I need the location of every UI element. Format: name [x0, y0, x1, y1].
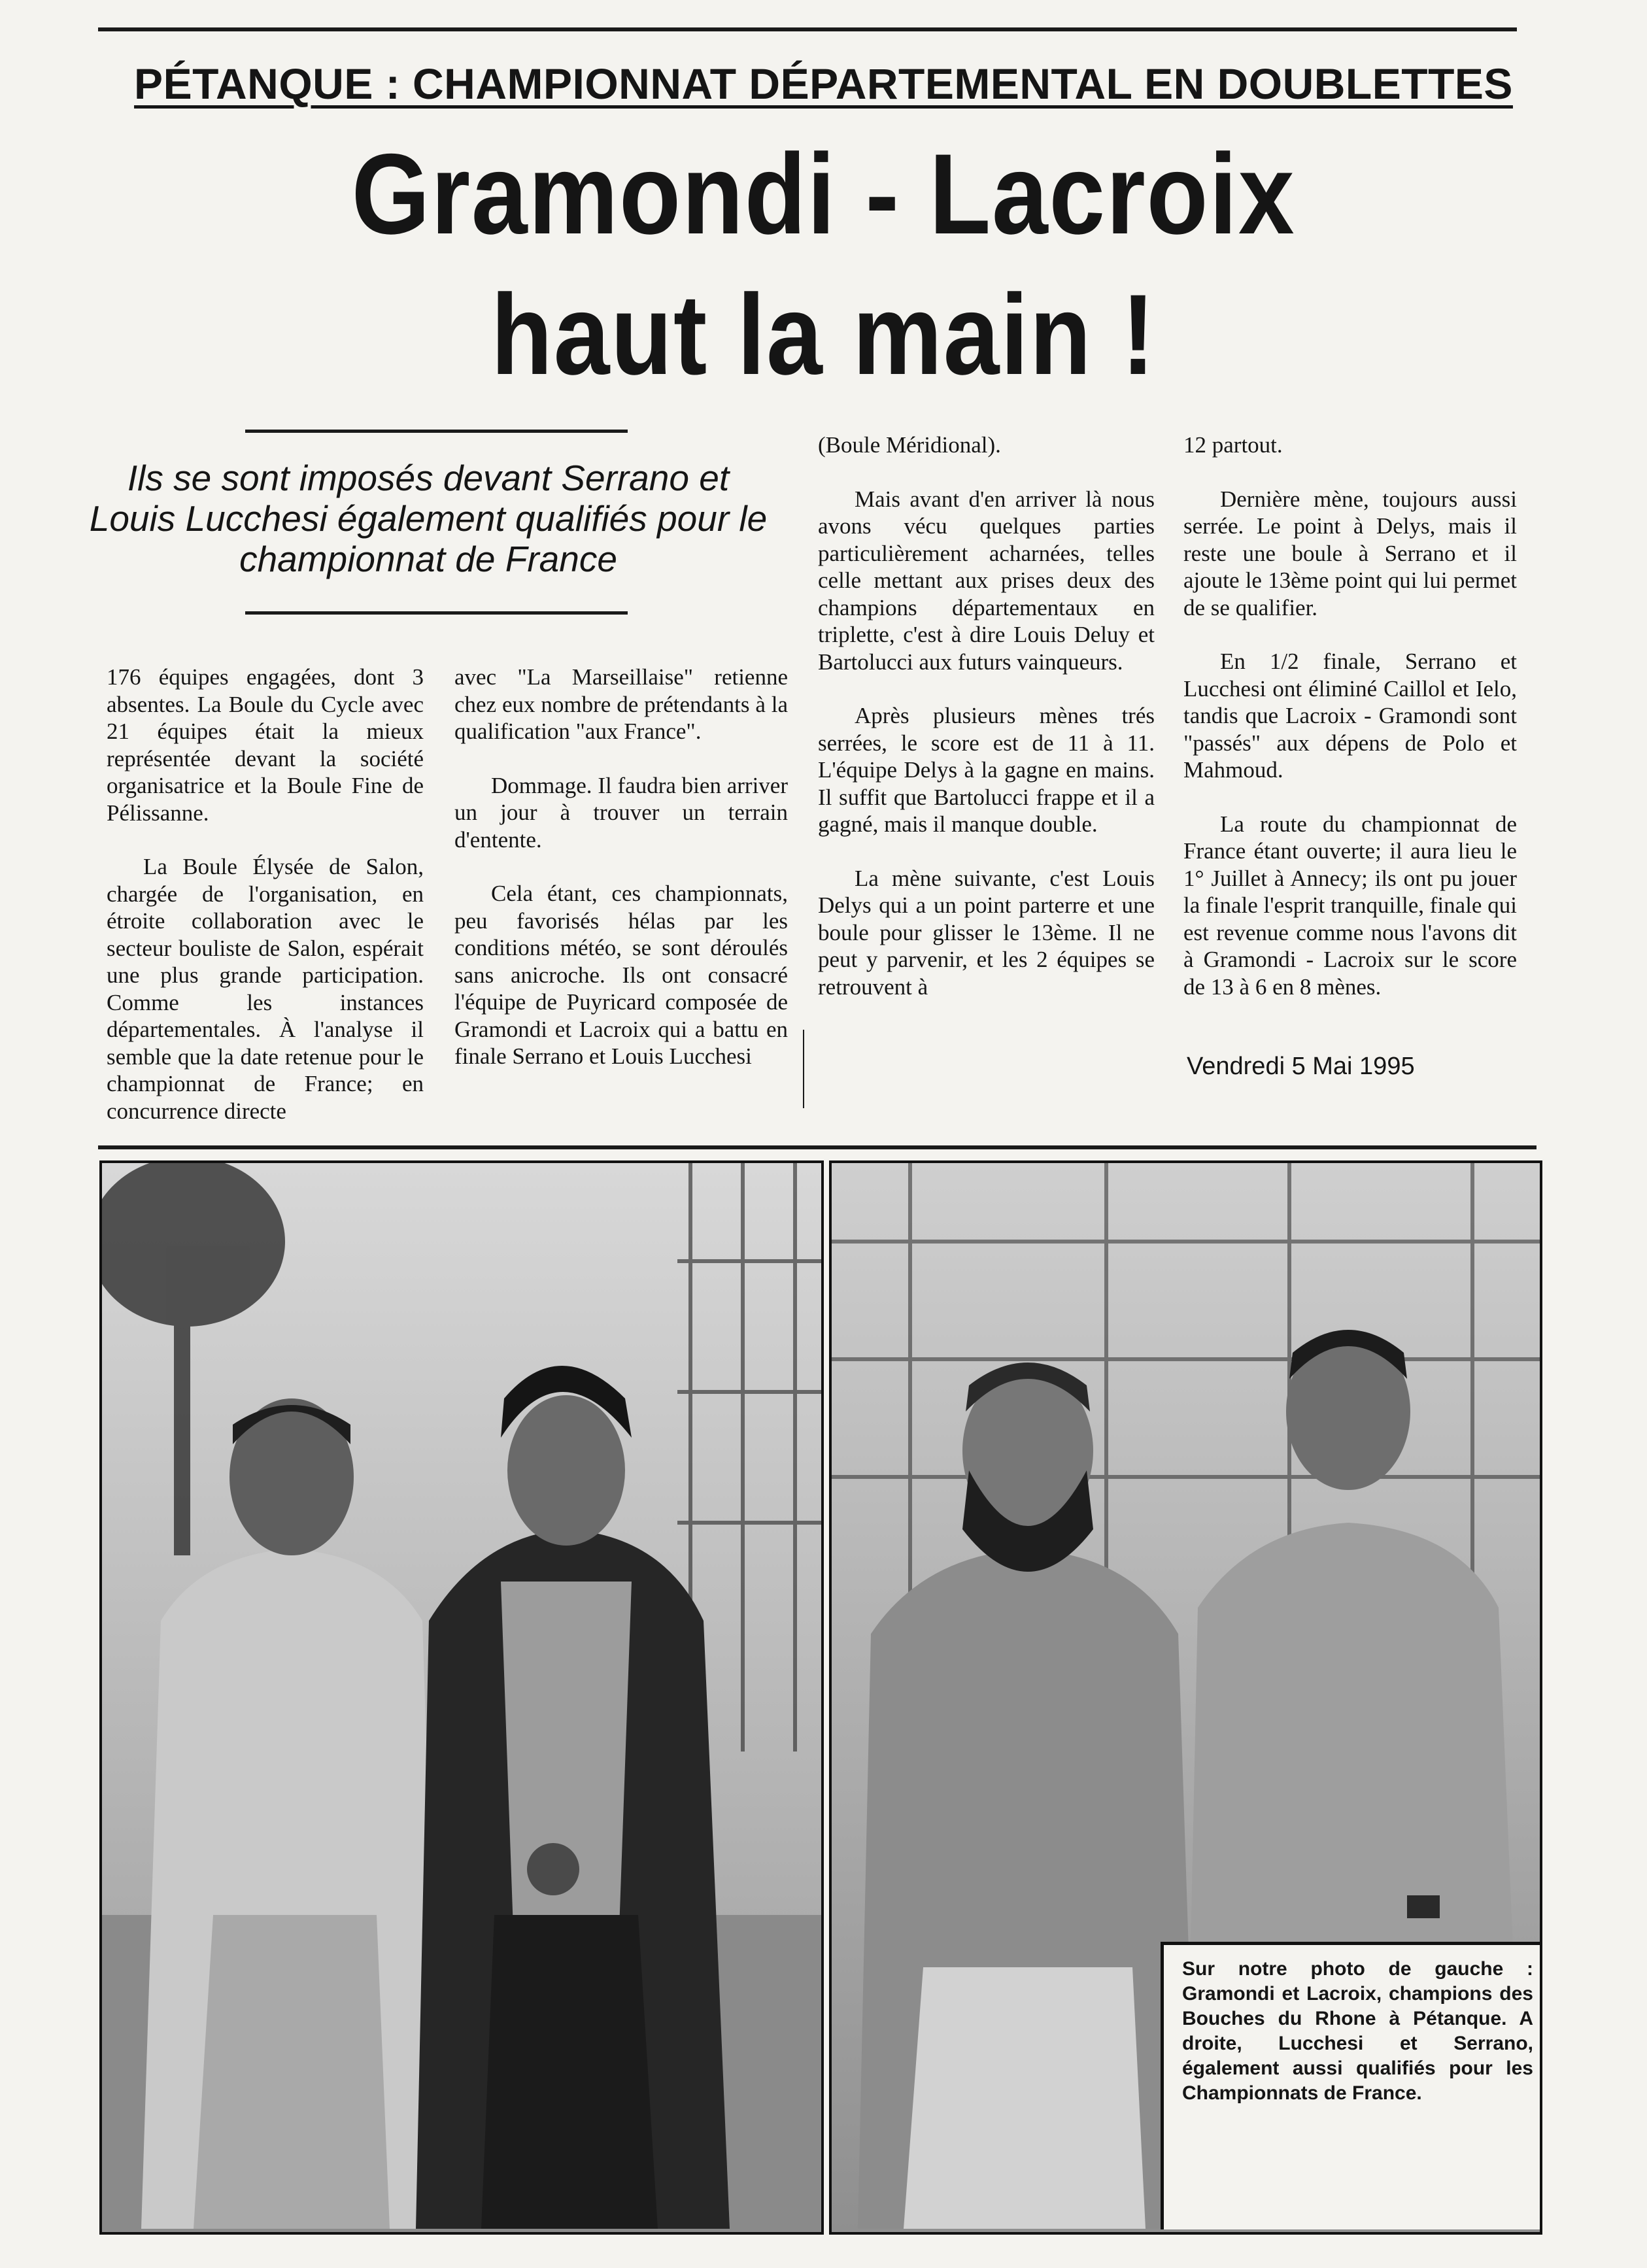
paragraph: 176 équipes engagées, dont 3 absentes. La Boule du Cycle avec 21 équipes était la mieux représentée devant la société organisatrice et la Boule Fine de Pélissanne. [107, 664, 424, 826]
text-column-1 [107, 664, 424, 1151]
text-column-4 [1183, 432, 1517, 1027]
paragraph: Mais avant d'en arriver là nous avons vécu quelques parties particulièrement acharnées, telles celle mettant aux prises deux des champions départementaux en triplette, c'est à dire Louis Deluy et Bartolucci aux futurs vainqueurs. [818, 486, 1155, 675]
paragraph: 12 partout. [1183, 432, 1283, 458]
paragraph: Après plusieurs mènes trés serrées, le score est de 11 à 11. L'équipe Delys à la gagne en mains. Il suffit que Bartolucci frappe et il a gagné, mais il manque double. [818, 703, 1155, 837]
text-column-3 [818, 432, 1155, 1027]
paragraph: avec "La Marseillaise" retienne chez eux nombre de prétendants à la qualification "aux France". [454, 664, 788, 744]
subtitle-rule-top [245, 430, 628, 433]
headline-line-2: haut la main ! [490, 271, 1157, 399]
paragraph: Dommage. Il faudra bien arriver un jour à trouver un terrain d'entente. [454, 772, 788, 853]
article-subtitle: Ils se sont imposés devant Serrano et Louis Lucchesi également qualifiés pour le championnat de France [89, 458, 768, 580]
top-rule [98, 27, 1517, 31]
paragraph: La mène suivante, c'est Louis Delys qui a un point parterre et une boule pour glisser le 13ème. Il ne peut y parvenir, et les 2 équipes se retrouvent à [818, 865, 1155, 1000]
text-column-2 [454, 664, 788, 1097]
photo-left [99, 1160, 824, 2235]
photo-caption: Sur notre photo de gauche : Gramondi et Lacroix, champions des Bouches du Rhone à Pétanque. A droite, Lucchesi et Serrano, également aussi qualifiés pour les Championnats de France. [1161, 1942, 1540, 2229]
paragraph: La Boule Élysée de Salon, chargée de l'organisation, en étroite collaboration avec le secteur bouliste de Salon, espérait une plus grande participation. Comme les instances départementales. À l'analyse il semble que la date retenue pour le championnat de France; en concurrence directe [107, 854, 424, 1124]
paragraph: Cela étant, ces championnats, peu favorisés hélas par les conditions météo, se sont déroulés sans anicroche. Ils ont consacré l'équipe de Puyricard composée de Gramondi et Lacroix qui a battu en finale Serrano et Louis Lucchesi [454, 881, 788, 1069]
photo-left-image [102, 1163, 821, 2232]
headline-line-1: Gramondi - Lacroix [351, 131, 1296, 258]
dateline: Vendredi 5 Mai 1995 [1187, 1053, 1415, 1080]
paragraph: (Boule Méridional). [818, 432, 1001, 458]
section-kicker: PÉTANQUE : CHAMPIONNAT DÉPARTEMENTAL EN DOUBLETTES [134, 59, 1513, 108]
paragraph: En 1/2 finale, Serrano et Lucchesi ont éliminé Caillol et Ielo, tandis que Lacroix - Gramondi sont "passés" aux dépens de Polo et Mahmoud. [1183, 649, 1517, 783]
paragraph: La route du championnat de France étant ouverte; il aura lieu le 1° Juillet à Annecy; ils ont pu jouer la finale l'esprit tranquille, finale qui est revenue comme nous l'avons dit à Gramondi - Lacroix sur le score de 13 à 6 en 8 mènes. [1183, 811, 1517, 1000]
paragraph: Dernière mène, toujours aussi serrée. Le point à Delys, mais il reste une boule à Serrano et il ajoute le 13ème point qui lui permet de se qualifier. [1183, 486, 1517, 620]
subtitle-rule-bottom [245, 611, 628, 615]
column-divider [803, 1030, 804, 1108]
